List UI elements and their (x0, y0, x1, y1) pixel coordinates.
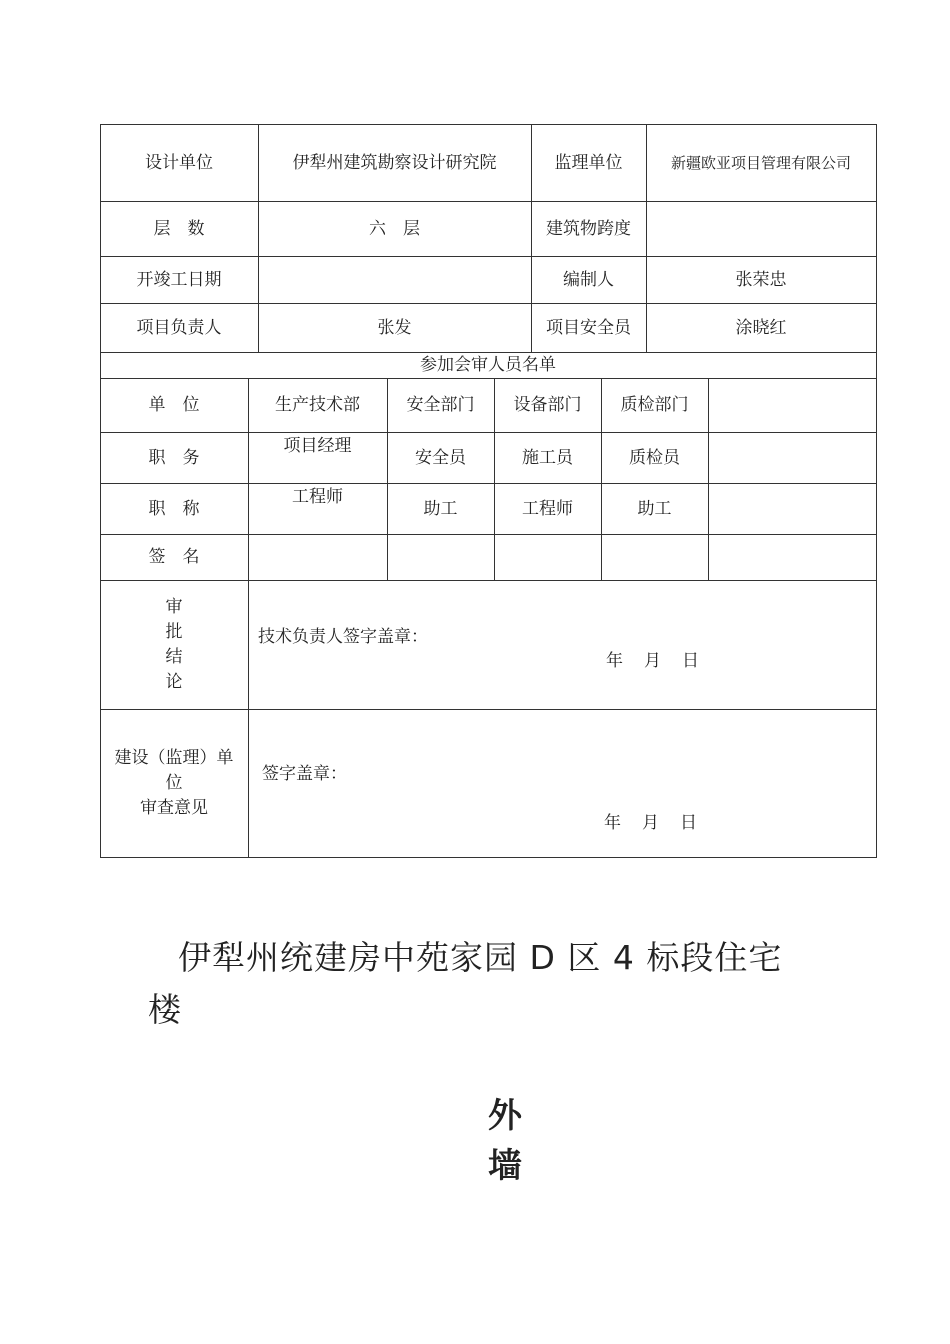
design-unit-label: 设计单位 (145, 152, 213, 173)
big-char-qiang: 墙 (488, 1146, 522, 1186)
approval-sign-text: 技术负责人签字盖章： (258, 627, 428, 647)
safety-officer-value: 涂晓红 (735, 317, 787, 338)
pm-label: 项目负责人 (136, 317, 222, 338)
unit-cell: 质检部门 (620, 395, 689, 415)
span-value (646, 201, 876, 256)
row-label-unit: 单 位 (148, 395, 200, 415)
supervision-unit-label: 监理单位 (554, 152, 623, 173)
pm-value: 张发 (377, 317, 412, 338)
position-cell: 施工员 (522, 447, 573, 468)
title-cell (708, 483, 876, 534)
title-cell: 助工 (637, 498, 672, 519)
approval-label-char: 论 (165, 671, 183, 692)
big-char-wai: 外 (488, 1096, 522, 1136)
compiler-value: 张荣忠 (735, 269, 787, 290)
title-cell: 助工 (423, 498, 458, 519)
row-label-signature: 签 名 (148, 547, 200, 567)
review-label-line: 建设（监理）单 (114, 747, 234, 768)
approval-label-char: 结 (165, 646, 183, 667)
floors-value: 六 层 (369, 218, 420, 239)
dates-value (258, 256, 531, 303)
review-date-text: 年 月 日 (604, 813, 699, 833)
title-cell: 工程师 (292, 487, 343, 507)
approval-label-char: 批 (165, 621, 183, 642)
dates-label: 开竣工日期 (136, 269, 222, 290)
supervision-unit-value: 新疆欧亚项目管理有限公司 (670, 153, 851, 172)
position-cell: 质检员 (629, 447, 680, 468)
row-label-position: 职 务 (148, 447, 200, 468)
floors-label: 层 数 (153, 218, 205, 239)
row-label-title: 职 称 (148, 498, 200, 519)
title-cell: 工程师 (522, 498, 573, 519)
document-title: 伊犁州统建房中苑家园 D 区 4 标段住宅楼 (148, 938, 783, 1029)
position-cell: 项目经理 (283, 436, 352, 456)
unit-cell: 设备部门 (513, 395, 582, 415)
approval-date-text: 年 月 日 (606, 651, 701, 671)
span-label: 建筑物跨度 (546, 218, 631, 239)
safety-officer-label: 项目安全员 (546, 317, 631, 338)
unit-cell: 生产技术部 (275, 395, 360, 415)
approval-label (100, 580, 248, 709)
position-cell (708, 432, 876, 483)
unit-cell: 安全部门 (406, 395, 475, 415)
participants-header: 参加会审人员名单 (420, 355, 556, 375)
compiler-label: 编制人 (563, 269, 614, 290)
unit-cell (708, 378, 876, 432)
position-cell: 安全员 (415, 447, 466, 468)
design-unit-value: 伊犁州建筑勘察设计研究院 (292, 152, 497, 173)
review-label (100, 709, 248, 857)
review-sign-text: 签字盖章： (262, 764, 347, 784)
review-label-line: 审查意见 (140, 797, 208, 818)
approval-label-char: 审 (165, 596, 183, 617)
review-label-line: 位 (165, 772, 183, 793)
